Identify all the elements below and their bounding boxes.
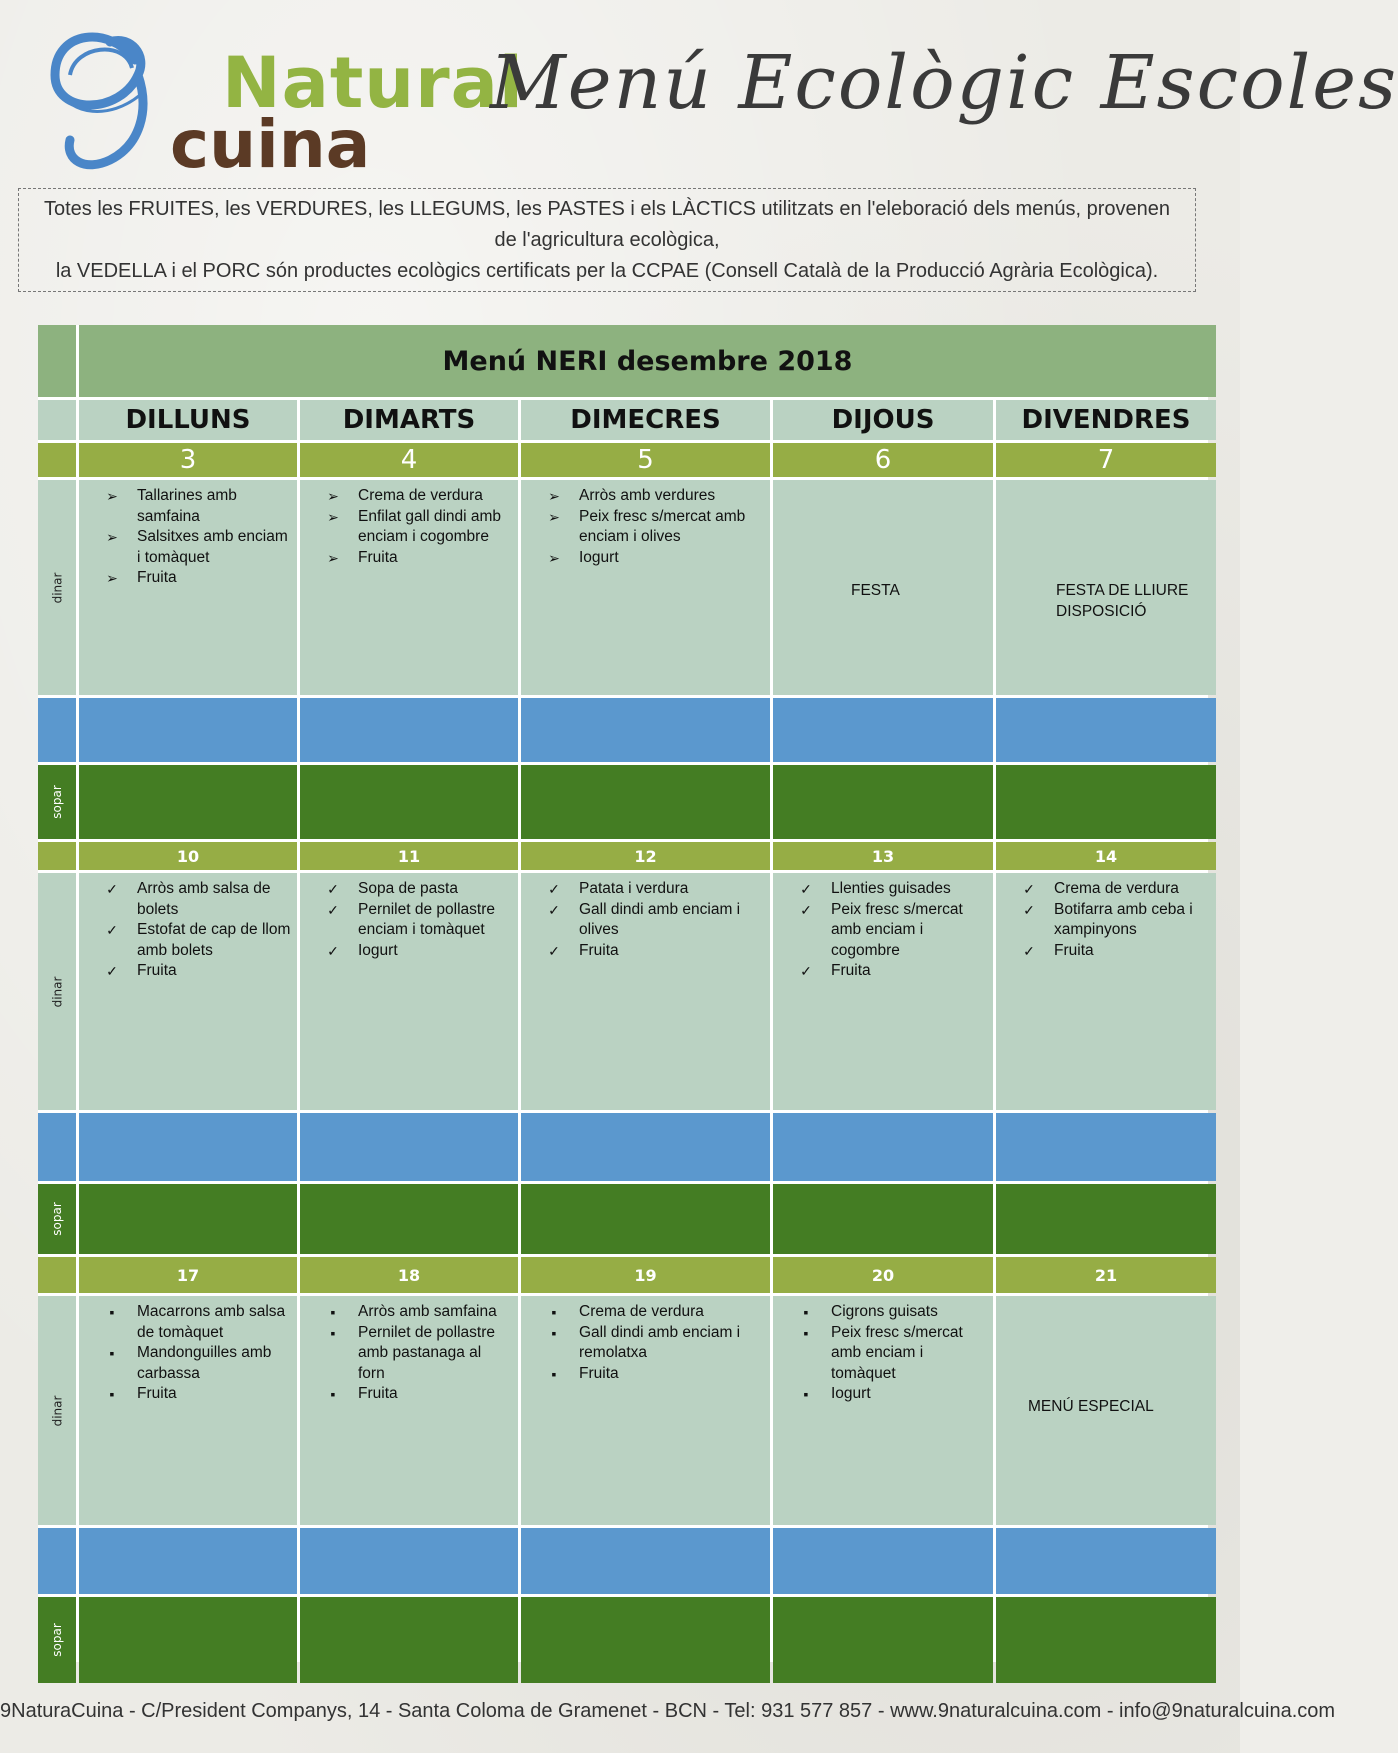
date-number	[300, 842, 518, 870]
dish-item	[1018, 900, 1210, 941]
bullet-icon: ➢	[548, 508, 560, 525]
bullet-icon: ▪	[109, 1345, 115, 1361]
logo-9naturalcuina	[40, 20, 524, 183]
date-number-text: 11	[397, 846, 421, 866]
sopar-cell	[773, 765, 993, 839]
week-2-number-corner	[38, 842, 76, 870]
dish-text: Cigrons guisats	[831, 1303, 938, 1320]
dish-item	[101, 1302, 291, 1343]
intro-text	[33, 194, 1181, 287]
dish-item	[795, 900, 987, 962]
dish-text: Crema de verdura	[1054, 880, 1179, 897]
bullet-icon: ✓	[327, 942, 339, 959]
date-number	[521, 1257, 770, 1293]
date-number	[79, 842, 297, 870]
date-number-text: 18	[397, 1265, 421, 1285]
dish-text: Iogurt	[831, 1385, 871, 1402]
dish-item	[1018, 879, 1210, 900]
bullet-icon: ➢	[106, 488, 118, 504]
dish-text: Iogurt	[358, 941, 398, 959]
dinar-side-label	[38, 1296, 76, 1525]
bullet-icon: ✓	[106, 881, 118, 897]
date-number-text: 19	[634, 1265, 657, 1285]
dish-text: Fruita	[137, 962, 177, 979]
dish-list	[521, 480, 770, 568]
bullet-icon: ✓	[327, 901, 339, 918]
date-number	[79, 443, 297, 477]
dish-text: Tallarines amb samfaina	[137, 487, 237, 525]
dish-text: Peix fresc s/mercat amb enciam i tomàquet	[831, 1323, 963, 1382]
dish-item	[795, 879, 987, 900]
blue-row-cell	[79, 698, 297, 762]
dish-list	[996, 873, 1216, 961]
dish-item	[101, 486, 291, 527]
bullet-icon: ▪	[551, 1304, 557, 1320]
bullet-icon: ▪	[803, 1304, 809, 1320]
dish-text: Botifarra amb ceba i xampinyons	[1054, 900, 1193, 938]
dish-item	[795, 1302, 987, 1323]
dish-item	[543, 1302, 764, 1323]
blue-row-cell	[79, 1113, 297, 1181]
dinar-label: dinar	[50, 976, 64, 1007]
dinar-cell	[773, 873, 993, 1110]
sopar-cell	[521, 765, 770, 839]
blue-row-cell	[773, 698, 993, 762]
blue-row-cell	[773, 1528, 993, 1594]
dish-list	[79, 1296, 297, 1405]
blue-row-cell	[300, 698, 518, 762]
day-name-wednesday: DIMECRES	[521, 400, 770, 440]
bullet-icon: ➢	[548, 488, 560, 504]
dinar-label: dinar	[50, 572, 64, 603]
bullet-icon: ▪	[803, 1324, 809, 1341]
dish-item	[101, 961, 291, 982]
sopar-cell	[996, 765, 1216, 839]
dish-text: Fruita	[137, 569, 177, 586]
date-number-text: 20	[871, 1265, 895, 1285]
bullet-icon: ✓	[327, 881, 339, 897]
dish-text: Estofat de cap de llom amb bolets	[137, 921, 291, 959]
bullet-icon: ✓	[1023, 901, 1035, 918]
bullet-icon: ✓	[106, 922, 118, 938]
sopar-cell	[300, 765, 518, 839]
dinar-cell	[300, 480, 518, 695]
dish-text: Fruita	[137, 1385, 177, 1402]
dish-text: Gall dindi amb enciam i olives	[579, 900, 741, 938]
dish-text: Arròs amb salsa de bolets	[137, 880, 271, 918]
sopar-side-label	[38, 765, 76, 839]
dish-item	[543, 507, 764, 548]
intro-box	[18, 188, 1196, 292]
date-number	[300, 1257, 518, 1293]
blue-row-cell	[79, 1528, 297, 1594]
dish-item	[795, 961, 987, 982]
bullet-icon: ✓	[548, 881, 560, 897]
dish-item	[101, 1384, 291, 1405]
dish-text: Peix fresc s/mercat amb enciam i olives	[579, 507, 746, 545]
date-number-text: 5	[637, 445, 654, 475]
bullet-icon: ➢	[327, 549, 339, 566]
bullet-icon: ▪	[803, 1386, 809, 1402]
date-number-text: 21	[1094, 1265, 1118, 1285]
bullet-icon: ▪	[330, 1304, 336, 1320]
dish-text: Fruita	[358, 1385, 398, 1402]
date-number	[300, 443, 518, 477]
dish-item	[322, 1323, 512, 1385]
dish-text: Peix fresc s/mercat amb enciam i cogombre	[831, 900, 963, 959]
corner-cell	[38, 325, 76, 397]
dinar-cell	[773, 480, 993, 695]
dinar-cell	[79, 480, 297, 695]
bullet-icon: ➢	[106, 570, 118, 586]
sopar-label: sopar	[50, 785, 64, 819]
dish-list	[521, 873, 770, 961]
sopar-label: sopar	[50, 1202, 64, 1236]
dinar-cell	[996, 1296, 1216, 1525]
dish-item	[795, 1384, 987, 1405]
footer-contact: 9NaturaCuina - C/President Companys, 14 - Santa Coloma de Gramenet - BCN - Tel: 931 577 857 - www.9naturalcuina.com - info@9naturalcuina.com	[0, 1700, 1336, 1722]
dinar-cell	[773, 1296, 993, 1525]
dish-list	[773, 873, 993, 982]
dish-list	[79, 873, 297, 982]
sopar-cell	[996, 1184, 1216, 1254]
sopar-cell	[521, 1597, 770, 1683]
bullet-icon: ✓	[548, 901, 560, 918]
bullet-icon: ✓	[1023, 942, 1035, 959]
date-number-text: 14	[1094, 846, 1118, 866]
bullet-icon: ➢	[548, 549, 560, 566]
dish-text: Crema de verdura	[358, 487, 483, 504]
dish-item	[101, 879, 291, 920]
blue-row-corner	[38, 1113, 76, 1181]
dish-text: Mandonguilles amb carbassa	[137, 1344, 272, 1382]
bullet-icon: ✓	[1023, 881, 1035, 897]
sopar-side-label	[38, 1597, 76, 1683]
intro-line-2: la VEDELLA i el PORC són productes ecològics certificats per la CCPAE (Consell Català de la Producció Agrària Ecològica).	[55, 259, 1159, 282]
dish-item	[543, 548, 764, 569]
blue-row-cell	[773, 1113, 993, 1181]
dinar-cell	[79, 873, 297, 1110]
dish-list	[79, 480, 297, 589]
day-name-friday: DIVENDRES	[996, 400, 1216, 440]
dish-text: Fruita	[358, 548, 398, 566]
day-note: FESTA	[851, 582, 900, 599]
sopar-cell	[79, 1184, 297, 1254]
day-name-thursday: DIJOUS	[773, 400, 993, 440]
dish-text: Iogurt	[579, 548, 619, 566]
blue-row-cell	[996, 1528, 1216, 1594]
bullet-icon: ✓	[548, 942, 560, 959]
dish-item	[1018, 941, 1210, 962]
blue-row-cell	[996, 698, 1216, 762]
bullet-icon: ➢	[106, 529, 118, 545]
dinar-cell	[996, 873, 1216, 1110]
date-number-text: 10	[176, 846, 200, 866]
dish-item	[322, 507, 512, 548]
sopar-cell	[300, 1597, 518, 1683]
sopar-label: sopar	[50, 1623, 64, 1657]
dish-text: Fruita	[579, 1364, 619, 1382]
date-number	[996, 842, 1216, 870]
menu-title: Menú NERI desembre 2018	[79, 325, 1216, 397]
dish-item	[101, 1343, 291, 1384]
dish-text: Gall dindi amb enciam i remolatxa	[579, 1323, 741, 1361]
day-name-monday: DILLUNS	[79, 400, 297, 440]
dish-item	[322, 1302, 512, 1323]
menu-table	[38, 325, 1208, 1662]
dish-text: Arròs amb verdures	[579, 487, 716, 504]
dish-text: Pernilet de pollastre amb pastanaga al forn	[358, 1323, 495, 1382]
date-number	[773, 842, 993, 870]
sopar-cell	[79, 765, 297, 839]
sopar-cell	[996, 1597, 1216, 1683]
dish-text: Enfilat gall dindi amb enciam i cogombre	[358, 507, 502, 545]
sopar-cell	[773, 1597, 993, 1683]
dinar-cell	[300, 1296, 518, 1525]
corner-cell	[38, 400, 76, 440]
bullet-icon: ▪	[551, 1365, 557, 1382]
dish-text: Macarrons amb salsa de tomàquet	[137, 1303, 286, 1341]
blue-row-cell	[996, 1113, 1216, 1181]
bullet-icon: ▪	[109, 1304, 115, 1320]
dish-item	[543, 486, 764, 507]
date-number-text: 7	[1097, 445, 1115, 475]
dinar-label: dinar	[50, 1395, 64, 1426]
logo-natural-text: Natural	[222, 42, 524, 124]
blue-row-cell	[521, 698, 770, 762]
date-number-text: 3	[179, 445, 197, 475]
dish-item	[322, 548, 512, 569]
dish-text: Sopa de pasta	[358, 880, 458, 897]
dish-list	[521, 1296, 770, 1384]
dish-item	[322, 900, 512, 941]
date-number	[773, 443, 993, 477]
dish-text: Arròs amb samfaina	[358, 1303, 497, 1320]
dinar-cell	[79, 1296, 297, 1525]
dish-list	[300, 873, 518, 961]
bullet-icon: ✓	[106, 963, 118, 979]
page-title: Menú Ecològic Escoles	[490, 40, 1398, 126]
date-number-text: 6	[874, 445, 892, 475]
sopar-cell	[79, 1597, 297, 1683]
date-number-text: 4	[400, 445, 418, 475]
blue-row-cell	[521, 1528, 770, 1594]
dinar-side-label	[38, 480, 76, 695]
blue-row-cell	[300, 1113, 518, 1181]
dish-text: Fruita	[1054, 941, 1094, 959]
dish-text: Fruita	[831, 962, 871, 979]
blue-row-corner	[38, 698, 76, 762]
bullet-icon: ▪	[330, 1386, 336, 1402]
date-number	[521, 842, 770, 870]
bullet-icon: ▪	[551, 1324, 557, 1341]
sopar-side-label	[38, 1184, 76, 1254]
date-number	[996, 443, 1216, 477]
dish-item	[543, 900, 764, 941]
date-number-text: 17	[176, 1265, 200, 1285]
dish-item	[543, 941, 764, 962]
date-number	[521, 443, 770, 477]
dish-item	[543, 879, 764, 900]
dish-item	[322, 941, 512, 962]
sopar-cell	[300, 1184, 518, 1254]
sopar-cell	[773, 1184, 993, 1254]
dinar-side-label	[38, 873, 76, 1110]
date-number	[996, 1257, 1216, 1293]
bullet-icon: ➢	[327, 508, 339, 525]
dish-list	[300, 1296, 518, 1405]
day-name-tuesday: DIMARTS	[300, 400, 518, 440]
dinar-cell	[521, 480, 770, 695]
dish-list	[300, 480, 518, 568]
intro-line-1: Totes les FRUITES, les VERDURES, les LLEGUMS, les PASTES i els LÀCTICS utilitzats en l'eleboració dels menús, provenen de l'agricultura ecològica,	[43, 197, 1171, 251]
date-number-text: 12	[634, 846, 657, 866]
bullet-icon: ▪	[109, 1386, 115, 1402]
dish-item	[101, 527, 291, 568]
dish-text: Patata i verdura	[579, 880, 689, 897]
dish-item	[795, 1323, 987, 1385]
dinar-cell	[521, 873, 770, 1110]
dish-text: Llenties guisades	[831, 880, 951, 897]
date-number	[79, 1257, 297, 1293]
dinar-cell	[521, 1296, 770, 1525]
day-note: FESTA DE LLIURE DISPOSICIÓ	[1056, 582, 1189, 620]
bullet-icon: ✓	[800, 881, 812, 897]
dish-item	[543, 1364, 764, 1385]
dish-item	[322, 486, 512, 507]
dish-item	[322, 879, 512, 900]
blue-row-cell	[521, 1113, 770, 1181]
blue-row-cell	[300, 1528, 518, 1594]
dish-item	[101, 920, 291, 961]
logo-cuina-text: cuina	[170, 106, 371, 183]
day-note: MENÚ ESPECIAL	[1028, 1398, 1154, 1415]
dish-list	[773, 1296, 993, 1405]
dinar-cell	[300, 873, 518, 1110]
bullet-icon: ▪	[330, 1324, 336, 1341]
dinar-cell	[996, 480, 1216, 695]
week-3-number-corner	[38, 1257, 76, 1293]
dish-item	[101, 568, 291, 589]
dish-item	[543, 1323, 764, 1364]
date-number	[773, 1257, 993, 1293]
bullet-icon: ➢	[327, 488, 339, 504]
bullet-icon: ✓	[800, 963, 812, 979]
dish-text: Crema de verdura	[579, 1303, 704, 1320]
dish-text: Fruita	[579, 941, 619, 959]
dish-item	[322, 1384, 512, 1405]
sopar-cell	[521, 1184, 770, 1254]
blue-row-corner	[38, 1528, 76, 1594]
dish-text: Pernilet de pollastre enciam i tomàquet	[358, 900, 495, 938]
dish-text: Salsitxes amb enciam i tomàquet	[137, 528, 288, 566]
week-1-number-corner	[38, 443, 76, 477]
bullet-icon: ✓	[800, 901, 812, 918]
date-number-text: 13	[871, 846, 895, 866]
